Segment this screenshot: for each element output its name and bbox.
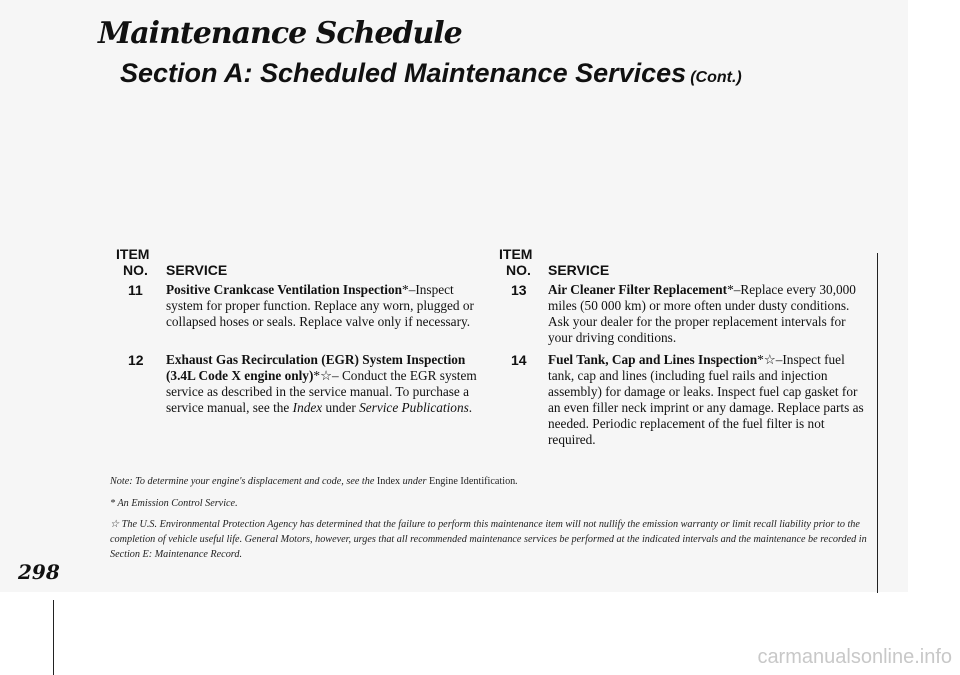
index-ref: Index <box>292 400 323 415</box>
service-entry <box>548 352 868 448</box>
no-label: NO. <box>123 262 148 278</box>
item-label: ITEM <box>499 246 533 262</box>
service-marks: * <box>727 282 734 297</box>
service-text: – Conduct the EGR system service as described in the service manual. To purchase a service manual, see the <box>166 368 477 415</box>
item-number: 12 <box>128 352 144 368</box>
service-marks: *☆ <box>757 352 776 367</box>
engine-note-a: Note: To determine your engine's displacement and code, see the <box>110 476 377 487</box>
no-label: NO. <box>506 262 531 278</box>
service-title: Positive Crankcase Ventilation Inspection <box>166 282 403 297</box>
item-number: 14 <box>511 352 527 368</box>
service-text-mid: under <box>322 400 360 415</box>
service-entry <box>548 282 868 346</box>
page-number: 298 <box>18 560 60 584</box>
engine-note-c: under <box>400 476 429 487</box>
engine-note-ident: Engine Identification <box>428 476 516 487</box>
publications-ref: Service Publications <box>359 400 469 415</box>
engine-note-e: . <box>515 476 518 487</box>
service-text: –Inspect fuel tank, cap and lines (including fuel rails and injection assembly) for damage or leaks. Inspect fuel cap gasket for an even filler neck imprint or any damage. Replace parts as needed. Periodic replacement of the fuel filter is not required. <box>548 352 864 447</box>
watermark: carmanualsonline.info <box>757 646 952 668</box>
service-text-end: . <box>468 400 473 415</box>
item-no-header-right <box>499 246 532 278</box>
section-title <box>120 58 742 89</box>
service-text: –Replace every 30,000 miles (50 000 km) or more often under dusty conditions. Ask your dealer for the proper replacement intervals for your driving conditions. <box>548 282 856 345</box>
service-entry <box>166 282 484 330</box>
item-no-header-left <box>116 246 149 278</box>
service-header-left: SERVICE <box>166 262 228 278</box>
service-title: Exhaust Gas Recirculation (EGR) System Inspection (3.4L Code X engine only) <box>166 352 466 383</box>
engine-note <box>110 474 870 489</box>
service-text: –Inspect system for proper function. Replace any worn, plugged or collapsed hoses or seals. Replace valve only if necessary. <box>166 282 474 329</box>
service-marks: *☆ <box>313 368 332 383</box>
engine-note-index: Index <box>376 476 401 487</box>
service-header-right: SERVICE <box>548 262 610 278</box>
service-marks: * <box>402 282 409 297</box>
emission-note: * An Emission Control Service. <box>110 498 238 509</box>
section-title-text: Section A: Scheduled Maintenance Services <box>120 58 687 88</box>
section-cont-label: (Cont.) <box>690 69 742 86</box>
item-label: ITEM <box>116 246 150 262</box>
right-margin-rule <box>877 253 878 593</box>
item-number: 11 <box>128 282 143 298</box>
epa-note: ☆ The U.S. Environmental Protection Agency has determined that the failure to perform this maintenance item will not nullify the emission warranty or limit recall liability prior to the completion of vehicle useful life. General Motors, however, urges that all recommended maintenance services be performed at the indicated intervals and the maintenance be recorded in Section E: Maintenance Record. <box>110 519 867 560</box>
service-entry <box>166 352 484 416</box>
chapter-title: Maintenance Schedule <box>98 16 462 51</box>
item-number: 13 <box>511 282 527 298</box>
service-title: Air Cleaner Filter Replacement <box>548 282 728 297</box>
service-title: Fuel Tank, Cap and Lines Inspection <box>548 352 758 367</box>
left-margin-rule <box>53 600 54 675</box>
